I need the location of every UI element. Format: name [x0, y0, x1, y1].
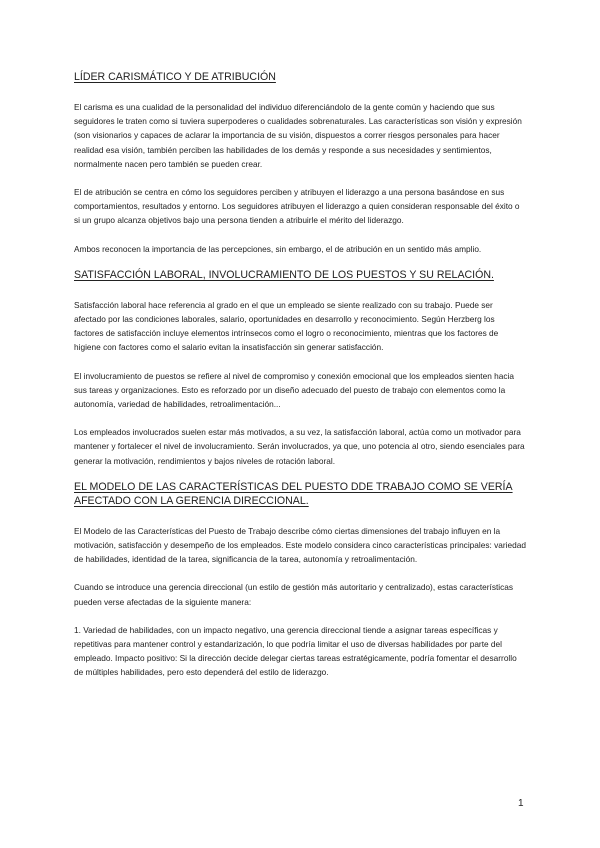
document-page	[74, 70, 526, 680]
paragraph-modelo: El Modelo de las Características del Puesto de Trabajo describe cómo ciertas dimensiones del trabajo influyen en la motivación, satisfacción y desempeño de los empleados. Este modelo considera cinco características principales: variedad de habilidades, identidad de la tarea, significancia de la tarea, autonomía y retroalimentación.	[74, 525, 526, 565]
section-heading-modelo: EL MODELO DE LAS CARACTERÍSTICAS DEL PUESTO DDE TRABAJO COMO SE VERÍA AFECTADO CON LA GERENCIA DIRECCIONAL.	[74, 480, 513, 507]
paragraph-empleados: Los empleados involucrados suelen estar más motivados, a su vez, la satisfacción laboral, actúa como un motivador para mantener y fortalecer el nivel de involucramiento. Serán involucrados, ya que, uno potencia al otro, siendo esenciales para generar la motivación, rendimientos y bajos niveles de rotación laboral.	[74, 427, 525, 466]
paragraph-involucramiento: El involucramiento de puestos se refiere al nivel de compromiso y conexión emocional que los empleados sienten hacia sus tareas y organizaciones. Esto es reforzado por un diseño adecuado del puesto de trabajo con elementos como la autonomía, variedad de habilidades, retroalimentación...	[74, 370, 514, 410]
paragraph-gerencia: Cuando se introduce una gerencia direccional (un estilo de gestión más autoritario y centralizado), estas características pueden verse afectadas de la siguiente manera:	[74, 582, 514, 607]
paragraph-atribucion: El de atribución se centra en cómo los seguidores perciben y atribuyen el liderazgo a una persona basándose en sus comportamientos, resultados y entorno. Los seguidores atribuyen el liderazgo a quien consideran responsable del éxito o si un grupo alcanza objetivos bajo una persona tienden a atribuirle el mérito del liderazgo.	[74, 187, 520, 226]
paragraph-carisma: El carisma es una cualidad de la personalidad del individuo diferenciándolo de la gente común y haciendo que sus seguidores le traten como si tuviera superpoderes o cualidades sobrenaturales. Las características son visión y expresión (son visionarios y capaces de aclarar la importancia de su visión, dispuestos a correr riesgos personales para hacer realidad esa visión, también perciben las habilidades de los demás y responde a sus necesidades y sentimientos, normalmente nacen pero también se pueden crear.	[74, 102, 522, 169]
section-heading-satisfaccion: SATISFACCIÓN LABORAL, INVOLUCRAMIENTO DE LOS PUESTOS Y SU RELACIÓN.	[74, 268, 494, 281]
paragraph-satisfaccion: Satisfacción laboral hace referencia al grado en el que un empleado se siente realizado con su trabajo. Puede ser afectado por las condiciones laborales, salario, oportunidades en desarrollo y reconocimiento. Según Herzberg los factores de satisfacción incluye elementos intrínsecos como el logro o reconocimiento, mientras que los factores de higiene con factores como el salario evitan la insatisfacción sin generar satisfacción.	[74, 299, 499, 353]
page-number: 1	[518, 798, 524, 809]
paragraph-variedad: 1. Variedad de habilidades, con un impacto negativo, una gerencia direccional tiende a asignar tareas específicas y repetitivas para mantener control y estandarización, lo que podría limitar el uso de diversas habilidades por parte del empleado. Impacto positivo: Si la dirección decide delegar ciertas tareas estratégicamente, podría fomentar el desarrollo de múltiples habilidades, pero esto dependerá del estilo de liderazgo.	[74, 624, 517, 678]
section-heading-lider: LÍDER CARISMÁTICO Y DE ATRIBUCIÓN	[74, 71, 276, 83]
paragraph-ambos: Ambos reconocen la importancia de las percepciones, sin embargo, el de atribución en un sentido más amplio.	[74, 243, 482, 254]
